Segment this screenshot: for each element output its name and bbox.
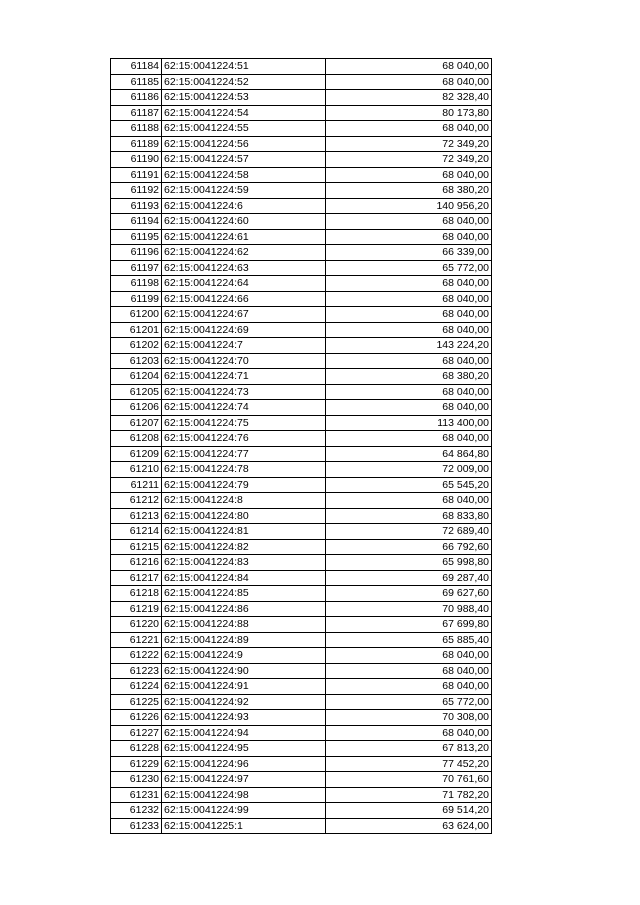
value-cell: 67 699,80 <box>326 617 492 633</box>
table-row <box>111 818 492 834</box>
table-row <box>111 446 492 462</box>
row-number-cell: 61203 <box>111 353 162 369</box>
value-cell: 68 040,00 <box>326 353 492 369</box>
cadastral-number-cell: 62:15:0041224:61 <box>162 229 326 245</box>
row-number-cell: 61223 <box>111 663 162 679</box>
table-row <box>111 493 492 509</box>
table-row <box>111 369 492 385</box>
cadastral-number-cell: 62:15:0041224:93 <box>162 710 326 726</box>
table-row <box>111 260 492 276</box>
value-cell: 113 400,00 <box>326 415 492 431</box>
table-row <box>111 601 492 617</box>
table-row <box>111 772 492 788</box>
row-number-cell: 61202 <box>111 338 162 354</box>
value-cell: 68 040,00 <box>326 276 492 292</box>
table-row <box>111 710 492 726</box>
value-cell: 68 040,00 <box>326 322 492 338</box>
cadastral-number-cell: 62:15:0041224:86 <box>162 601 326 617</box>
value-cell: 64 864,80 <box>326 446 492 462</box>
value-cell: 65 772,00 <box>326 694 492 710</box>
table-body <box>111 59 492 834</box>
table-row <box>111 741 492 757</box>
table-row <box>111 214 492 230</box>
cadastral-number-cell: 62:15:0041224:64 <box>162 276 326 292</box>
value-cell: 69 627,60 <box>326 586 492 602</box>
cadastral-number-cell: 62:15:0041224:83 <box>162 555 326 571</box>
cadastral-number-cell: 62:15:0041224:77 <box>162 446 326 462</box>
row-number-cell: 61208 <box>111 431 162 447</box>
table-row <box>111 198 492 214</box>
table-row <box>111 291 492 307</box>
cadastral-number-cell: 62:15:0041224:95 <box>162 741 326 757</box>
cadastral-number-cell: 62:15:0041224:56 <box>162 136 326 152</box>
cadastral-number-cell: 62:15:0041225:1 <box>162 818 326 834</box>
cadastral-number-cell: 62:15:0041224:58 <box>162 167 326 183</box>
cadastral-number-cell: 62:15:0041224:85 <box>162 586 326 602</box>
value-cell: 71 782,20 <box>326 787 492 803</box>
row-number-cell: 61228 <box>111 741 162 757</box>
row-number-cell: 61213 <box>111 508 162 524</box>
row-number-cell: 61184 <box>111 59 162 75</box>
value-cell: 68 040,00 <box>326 307 492 323</box>
cadastral-number-cell: 62:15:0041224:55 <box>162 121 326 137</box>
cadastral-number-cell: 62:15:0041224:75 <box>162 415 326 431</box>
cadastral-number-cell: 62:15:0041224:52 <box>162 74 326 90</box>
row-number-cell: 61232 <box>111 803 162 819</box>
table-row <box>111 462 492 478</box>
cadastral-number-cell: 62:15:0041224:9 <box>162 648 326 664</box>
cadastral-number-cell: 62:15:0041224:88 <box>162 617 326 633</box>
table-row <box>111 384 492 400</box>
row-number-cell: 61190 <box>111 152 162 168</box>
value-cell: 68 040,00 <box>326 214 492 230</box>
value-cell: 68 040,00 <box>326 74 492 90</box>
row-number-cell: 61210 <box>111 462 162 478</box>
table-row <box>111 90 492 106</box>
table-row <box>111 756 492 772</box>
table-row <box>111 415 492 431</box>
value-cell: 68 040,00 <box>326 400 492 416</box>
row-number-cell: 61221 <box>111 632 162 648</box>
row-number-cell: 61231 <box>111 787 162 803</box>
table-row <box>111 617 492 633</box>
cadastral-number-cell: 62:15:0041224:91 <box>162 679 326 695</box>
table-row <box>111 787 492 803</box>
row-number-cell: 61212 <box>111 493 162 509</box>
row-number-cell: 61230 <box>111 772 162 788</box>
row-number-cell: 61199 <box>111 291 162 307</box>
cadastral-number-cell: 62:15:0041224:80 <box>162 508 326 524</box>
value-cell: 143 224,20 <box>326 338 492 354</box>
row-number-cell: 61205 <box>111 384 162 400</box>
row-number-cell: 61187 <box>111 105 162 121</box>
row-number-cell: 61197 <box>111 260 162 276</box>
value-cell: 68 040,00 <box>326 431 492 447</box>
table-row <box>111 431 492 447</box>
table-row <box>111 679 492 695</box>
row-number-cell: 61185 <box>111 74 162 90</box>
value-cell: 69 514,20 <box>326 803 492 819</box>
cadastral-number-cell: 62:15:0041224:90 <box>162 663 326 679</box>
cadastral-number-cell: 62:15:0041224:66 <box>162 291 326 307</box>
value-cell: 72 349,20 <box>326 136 492 152</box>
row-number-cell: 61227 <box>111 725 162 741</box>
row-number-cell: 61200 <box>111 307 162 323</box>
row-number-cell: 61193 <box>111 198 162 214</box>
cadastral-value-table <box>110 58 492 834</box>
cadastral-number-cell: 62:15:0041224:76 <box>162 431 326 447</box>
cadastral-number-cell: 62:15:0041224:54 <box>162 105 326 121</box>
row-number-cell: 61192 <box>111 183 162 199</box>
value-cell: 68 380,20 <box>326 183 492 199</box>
value-cell: 70 988,40 <box>326 601 492 617</box>
cadastral-number-cell: 62:15:0041224:92 <box>162 694 326 710</box>
cadastral-number-cell: 62:15:0041224:78 <box>162 462 326 478</box>
cadastral-number-cell: 62:15:0041224:69 <box>162 322 326 338</box>
cadastral-number-cell: 62:15:0041224:8 <box>162 493 326 509</box>
value-cell: 66 339,00 <box>326 245 492 261</box>
cadastral-number-cell: 62:15:0041224:74 <box>162 400 326 416</box>
table-row <box>111 353 492 369</box>
cadastral-number-cell: 62:15:0041224:81 <box>162 524 326 540</box>
cadastral-number-cell: 62:15:0041224:82 <box>162 539 326 555</box>
table-row <box>111 245 492 261</box>
value-cell: 70 308,00 <box>326 710 492 726</box>
value-cell: 68 040,00 <box>326 663 492 679</box>
table-row <box>111 663 492 679</box>
cadastral-number-cell: 62:15:0041224:79 <box>162 477 326 493</box>
row-number-cell: 61198 <box>111 276 162 292</box>
row-number-cell: 61209 <box>111 446 162 462</box>
value-cell: 65 545,20 <box>326 477 492 493</box>
table-row <box>111 570 492 586</box>
row-number-cell: 61218 <box>111 586 162 602</box>
table-row <box>111 167 492 183</box>
cadastral-number-cell: 62:15:0041224:97 <box>162 772 326 788</box>
table-row <box>111 136 492 152</box>
table-row <box>111 276 492 292</box>
cadastral-number-cell: 62:15:0041224:84 <box>162 570 326 586</box>
value-cell: 72 349,20 <box>326 152 492 168</box>
cadastral-number-cell: 62:15:0041224:53 <box>162 90 326 106</box>
value-cell: 77 452,20 <box>326 756 492 772</box>
table-row <box>111 121 492 137</box>
cadastral-number-cell: 62:15:0041224:67 <box>162 307 326 323</box>
value-cell: 68 380,20 <box>326 369 492 385</box>
table-row <box>111 338 492 354</box>
table-row <box>111 694 492 710</box>
value-cell: 69 287,40 <box>326 570 492 586</box>
value-cell: 70 761,60 <box>326 772 492 788</box>
value-cell: 140 956,20 <box>326 198 492 214</box>
table-row <box>111 400 492 416</box>
row-number-cell: 61211 <box>111 477 162 493</box>
table-row <box>111 555 492 571</box>
value-cell: 68 040,00 <box>326 291 492 307</box>
row-number-cell: 61191 <box>111 167 162 183</box>
value-cell: 68 040,00 <box>326 679 492 695</box>
value-cell: 68 040,00 <box>326 167 492 183</box>
value-cell: 68 040,00 <box>326 121 492 137</box>
row-number-cell: 61217 <box>111 570 162 586</box>
row-number-cell: 61215 <box>111 539 162 555</box>
value-cell: 68 040,00 <box>326 648 492 664</box>
cadastral-number-cell: 62:15:0041224:98 <box>162 787 326 803</box>
table-row <box>111 105 492 121</box>
value-cell: 68 040,00 <box>326 493 492 509</box>
row-number-cell: 61229 <box>111 756 162 772</box>
value-cell: 65 885,40 <box>326 632 492 648</box>
row-number-cell: 61233 <box>111 818 162 834</box>
cadastral-number-cell: 62:15:0041224:63 <box>162 260 326 276</box>
row-number-cell: 61196 <box>111 245 162 261</box>
cadastral-number-cell: 62:15:0041224:6 <box>162 198 326 214</box>
row-number-cell: 61186 <box>111 90 162 106</box>
cadastral-number-cell: 62:15:0041224:51 <box>162 59 326 75</box>
value-cell: 82 328,40 <box>326 90 492 106</box>
value-cell: 72 009,00 <box>326 462 492 478</box>
row-number-cell: 61195 <box>111 229 162 245</box>
table-row <box>111 539 492 555</box>
cadastral-number-cell: 62:15:0041224:70 <box>162 353 326 369</box>
row-number-cell: 61219 <box>111 601 162 617</box>
table-row <box>111 586 492 602</box>
table-row <box>111 648 492 664</box>
value-cell: 68 040,00 <box>326 725 492 741</box>
table-row <box>111 632 492 648</box>
row-number-cell: 61194 <box>111 214 162 230</box>
table-row <box>111 307 492 323</box>
row-number-cell: 61204 <box>111 369 162 385</box>
value-cell: 65 772,00 <box>326 260 492 276</box>
value-cell: 68 040,00 <box>326 229 492 245</box>
table-row <box>111 524 492 540</box>
cadastral-number-cell: 62:15:0041224:59 <box>162 183 326 199</box>
value-cell: 66 792,60 <box>326 539 492 555</box>
value-cell: 68 833,80 <box>326 508 492 524</box>
table-row <box>111 59 492 75</box>
value-cell: 80 173,80 <box>326 105 492 121</box>
value-cell: 65 998,80 <box>326 555 492 571</box>
table-row <box>111 477 492 493</box>
cadastral-number-cell: 62:15:0041224:7 <box>162 338 326 354</box>
row-number-cell: 61216 <box>111 555 162 571</box>
cadastral-number-cell: 62:15:0041224:57 <box>162 152 326 168</box>
value-cell: 72 689,40 <box>326 524 492 540</box>
table-row <box>111 152 492 168</box>
row-number-cell: 61222 <box>111 648 162 664</box>
table-row <box>111 229 492 245</box>
cadastral-number-cell: 62:15:0041224:96 <box>162 756 326 772</box>
cadastral-number-cell: 62:15:0041224:99 <box>162 803 326 819</box>
row-number-cell: 61220 <box>111 617 162 633</box>
row-number-cell: 61188 <box>111 121 162 137</box>
cadastral-number-cell: 62:15:0041224:71 <box>162 369 326 385</box>
cadastral-number-cell: 62:15:0041224:94 <box>162 725 326 741</box>
row-number-cell: 61189 <box>111 136 162 152</box>
table-row <box>111 803 492 819</box>
value-cell: 63 624,00 <box>326 818 492 834</box>
table-row <box>111 725 492 741</box>
table-row <box>111 74 492 90</box>
value-cell: 68 040,00 <box>326 59 492 75</box>
table-row <box>111 508 492 524</box>
row-number-cell: 61214 <box>111 524 162 540</box>
table-row <box>111 322 492 338</box>
value-cell: 68 040,00 <box>326 384 492 400</box>
row-number-cell: 61206 <box>111 400 162 416</box>
cadastral-number-cell: 62:15:0041224:60 <box>162 214 326 230</box>
cadastral-number-cell: 62:15:0041224:89 <box>162 632 326 648</box>
row-number-cell: 61201 <box>111 322 162 338</box>
row-number-cell: 61225 <box>111 694 162 710</box>
row-number-cell: 61207 <box>111 415 162 431</box>
table-row <box>111 183 492 199</box>
cadastral-number-cell: 62:15:0041224:73 <box>162 384 326 400</box>
value-cell: 67 813,20 <box>326 741 492 757</box>
row-number-cell: 61226 <box>111 710 162 726</box>
cadastral-number-cell: 62:15:0041224:62 <box>162 245 326 261</box>
row-number-cell: 61224 <box>111 679 162 695</box>
